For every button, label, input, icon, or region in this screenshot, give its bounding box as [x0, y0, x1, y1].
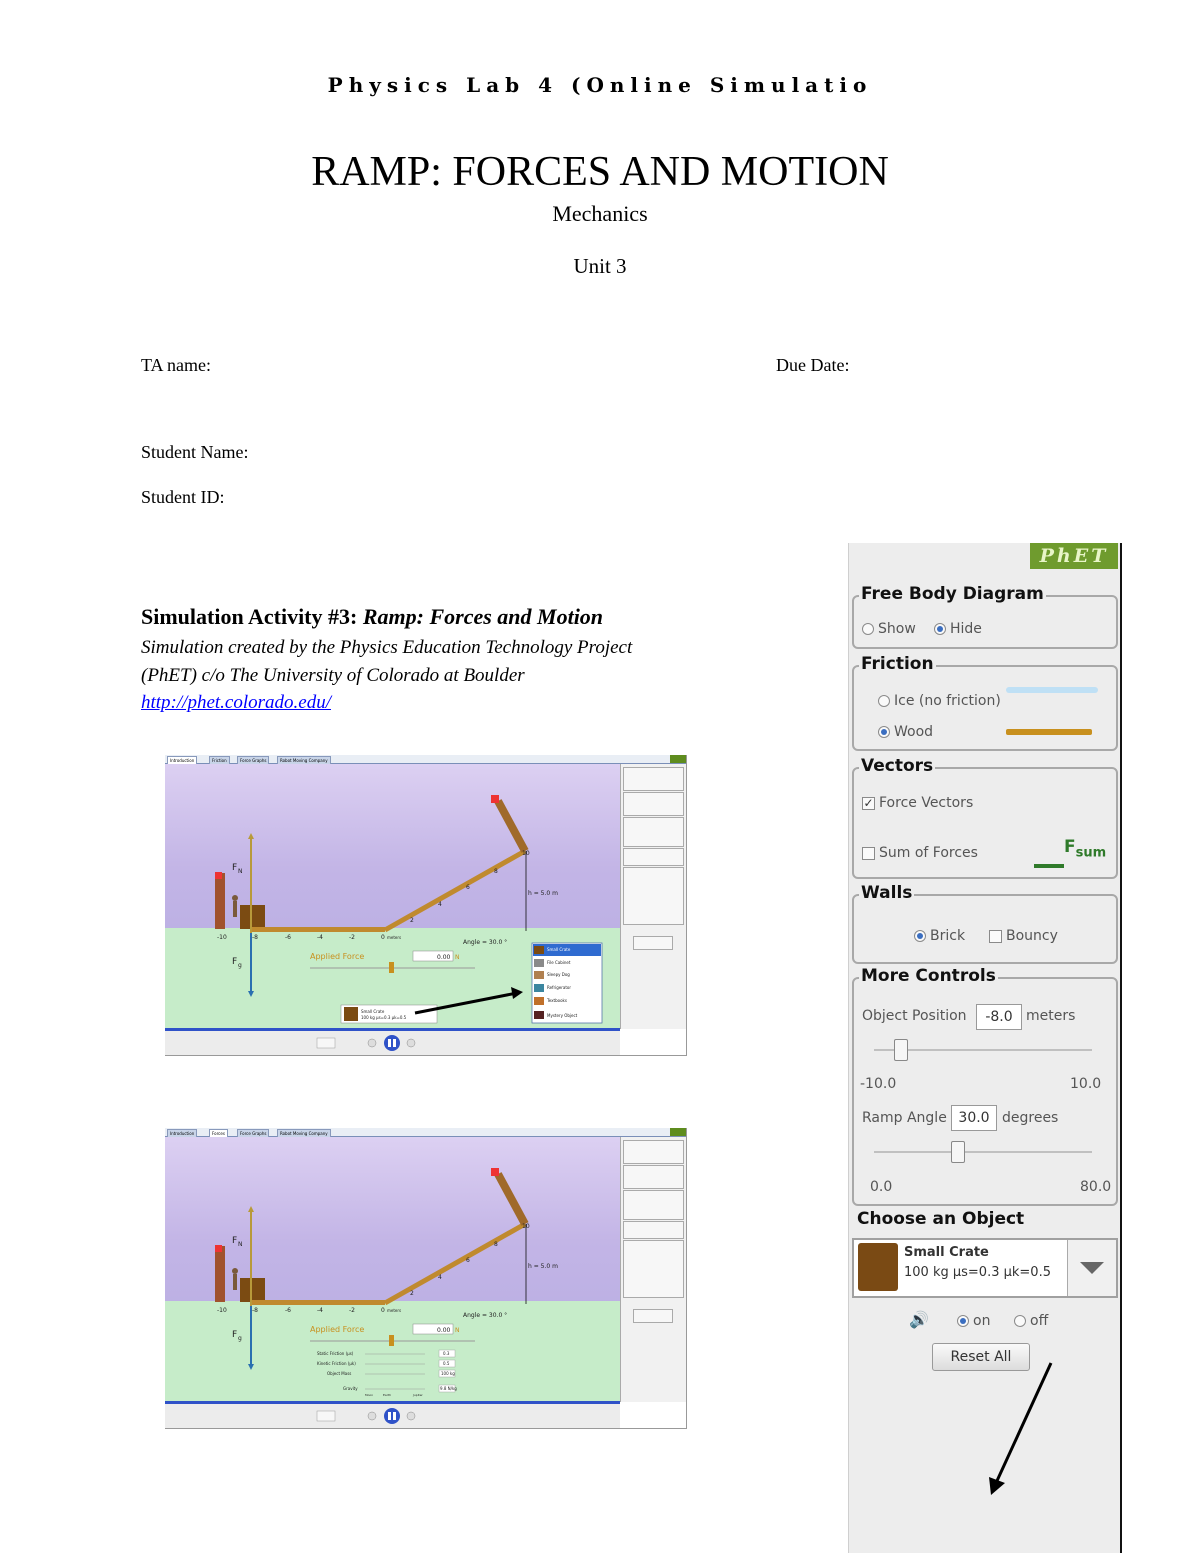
fsum-symbol: $F_{sum}$ [1064, 837, 1107, 861]
close-icon [215, 872, 222, 879]
ramp-angle-input[interactable]: 30.0 [951, 1105, 997, 1131]
slider-label: Static Friction (μs) [317, 1351, 354, 1356]
radio-selected-icon[interactable] [957, 1315, 969, 1327]
phet-logo: PhET [1030, 543, 1118, 569]
applied-force-thumb[interactable] [389, 1335, 394, 1346]
chevron-down-icon [1068, 1240, 1116, 1296]
reset-all-button[interactable]: Reset All [932, 1343, 1030, 1371]
group-title: Friction [861, 654, 934, 674]
sim-control-panel [620, 764, 686, 1029]
pause-icon[interactable] [384, 1408, 400, 1424]
brick-wall [215, 1246, 225, 1302]
slider-value: 0.5 [443, 1361, 450, 1366]
step-icon[interactable] [407, 1412, 415, 1420]
arrowhead-icon [248, 1364, 254, 1370]
crate [240, 1278, 265, 1302]
walls-group [852, 883, 1118, 964]
ramp-angle-unit: degrees [1002, 1110, 1059, 1126]
wood-swatch [1006, 729, 1092, 735]
group-title: Walls [861, 883, 913, 903]
ramp-flat [250, 927, 385, 932]
fbd-show-option[interactable] [862, 621, 916, 637]
document-subtitle: Mechanics [552, 201, 648, 226]
student-id-label: Student ID: [141, 487, 225, 507]
arrowhead-icon [511, 987, 523, 999]
axis-tick: -4 [317, 1307, 323, 1314]
phet-mini-logo [670, 755, 686, 763]
crate-icon [858, 1243, 898, 1291]
walls-brick-option[interactable] [914, 928, 965, 944]
dropdown-button[interactable] [1067, 1240, 1116, 1296]
ramp-tick: 8 [494, 868, 498, 875]
position-min-label: -10.0 [860, 1076, 897, 1092]
student-name-label: Student Name: [141, 442, 249, 462]
dropdown-item[interactable]: Sleepy Dog [547, 972, 570, 977]
fbd-hide-option[interactable] [934, 621, 982, 637]
option-label: Show [878, 621, 916, 637]
rewind-icon[interactable] [368, 1039, 376, 1047]
ramp-end-board [498, 801, 525, 851]
friction-ice-option[interactable] [878, 693, 1001, 709]
ramp-flat [250, 1300, 385, 1305]
refrigerator-icon [534, 984, 544, 992]
credit-line-2: (PhET) c/o The University of Colorado at Boulder [141, 665, 525, 686]
slider-value: 0.3 [443, 1351, 450, 1356]
checkbox-checked-icon[interactable]: ✓ [863, 795, 874, 810]
mini-reset-button[interactable] [633, 1309, 673, 1323]
object-name: Small Crate [904, 1245, 989, 1260]
step-icon[interactable] [407, 1039, 415, 1047]
slider-label: Gravity [343, 1386, 358, 1391]
object-position-input[interactable]: -8.0 [976, 1004, 1022, 1030]
applied-force-thumb[interactable] [389, 962, 394, 973]
applied-force-value: 0.00 [437, 1327, 451, 1334]
crate-detail: 100 kg μs=0.3 μk=0.5 [361, 1015, 407, 1020]
axis-tick: -10 [217, 934, 227, 941]
mini-group [623, 867, 684, 925]
axis-tick: -6 [285, 1307, 291, 1314]
object-position-thumb[interactable] [894, 1039, 908, 1061]
group-title: Vectors [861, 756, 934, 776]
sim-tab[interactable]: Robot Moving Company [277, 756, 331, 765]
option-label: Brick [930, 928, 966, 944]
applied-force-value: 0.00 [437, 954, 451, 961]
option-label: Wood [894, 724, 934, 740]
arrowhead-icon [248, 991, 254, 997]
close-icon [491, 795, 499, 803]
simulation-screenshot-2 [165, 1128, 687, 1429]
gravity-mark: Moon [365, 1393, 374, 1397]
friction-wood-option[interactable] [878, 724, 933, 740]
radio-selected-icon[interactable] [878, 726, 890, 738]
sim-tab[interactable]: Introduction [167, 1129, 197, 1138]
ramp-angle-thumb[interactable] [951, 1141, 965, 1163]
fsum-arrow-icon [1034, 864, 1064, 868]
control-panel-zoom [848, 543, 1122, 1553]
position-max-label: 10.0 [1070, 1076, 1102, 1092]
slider-label: Object Mass [327, 1371, 352, 1376]
sim-tab[interactable]: Force Graphs [237, 756, 269, 765]
speaker-icon: 🔊 [909, 1310, 929, 1329]
vectors-group [852, 756, 1118, 879]
sound-on-option[interactable] [957, 1313, 990, 1329]
fn-subscript: N [238, 868, 243, 875]
angle-label: Angle = 30.0 ° [463, 939, 508, 946]
slider-value: 100 kg [441, 1371, 455, 1376]
angle-min-label: 0.0 [870, 1179, 893, 1195]
dropdown-item[interactable]: Textbooks [547, 998, 567, 1003]
ramp-scene [165, 1128, 620, 1401]
close-icon [491, 1168, 499, 1176]
sim-control-panel [620, 1137, 686, 1402]
fg-label: F [232, 1330, 238, 1340]
option-label: on [973, 1313, 991, 1329]
ramp-scene [165, 755, 620, 1028]
crate-thumbnail [344, 1007, 358, 1021]
fn-subscript: N [238, 1241, 243, 1248]
crate [240, 905, 265, 929]
gravity-mark: Jupiter [413, 1393, 423, 1397]
more-controls-group [852, 966, 1118, 1206]
axis-tick: 0 [381, 934, 385, 941]
running-header: Physics Lab 4 (Online Simulatio [327, 73, 873, 97]
phet-mini-logo [670, 1128, 686, 1136]
sum-of-forces-option[interactable] [862, 845, 978, 861]
slider-value: 9.8 N/kg [440, 1386, 457, 1391]
mystery-icon [534, 1011, 544, 1019]
dropdown-item[interactable]: Small Crate [547, 947, 571, 952]
axis-tick: -2 [349, 934, 355, 941]
applied-force-unit: N [455, 954, 460, 961]
gravity-mark: Earth [383, 1393, 392, 1397]
dropdown-item[interactable]: Refrigerator [547, 985, 571, 990]
crate-icon [534, 946, 544, 954]
mini-reset-button[interactable] [633, 936, 673, 950]
arrowhead-icon [248, 1206, 254, 1212]
rewind-icon[interactable] [368, 1412, 376, 1420]
simulation-screenshot-1 [165, 755, 687, 1056]
ramp-incline [385, 851, 525, 930]
ramp-incline [385, 1224, 525, 1303]
mini-group [623, 767, 684, 791]
ramp-tick: 6 [466, 1257, 470, 1264]
fn-label: F [232, 863, 238, 873]
object-selector[interactable] [852, 1238, 1118, 1298]
axis-tick: -6 [285, 934, 291, 941]
dog-icon [534, 971, 544, 979]
checkbox-icon[interactable] [862, 847, 875, 860]
slider-label: Kinetic Friction (μk) [317, 1361, 356, 1366]
record-button[interactable] [317, 1411, 335, 1421]
object-position-label: Object Position [862, 1008, 967, 1024]
due-date-label: Due Date: [776, 355, 850, 375]
height-label: h = 5.0 m [528, 1263, 558, 1270]
sim-tab[interactable]: Friction [209, 756, 230, 765]
axis-unit: meters [387, 935, 402, 940]
mini-group [623, 848, 684, 866]
option-label: off [1030, 1313, 1049, 1329]
pause-bar [393, 1039, 396, 1047]
option-label: Force Vectors [879, 795, 974, 811]
height-label: h = 5.0 m [528, 890, 558, 897]
activity-title: Simulation Activity #3: Ramp: Forces and Motion [141, 604, 604, 629]
unit-label: Unit 3 [573, 254, 627, 278]
ramp-tick: 4 [438, 1274, 442, 1281]
walls-bouncy-option[interactable] [989, 928, 1058, 944]
person-figure [232, 895, 238, 901]
axis-unit: meters [387, 1308, 402, 1313]
books-icon [534, 997, 544, 1005]
ramp-tick: 6 [466, 884, 470, 891]
angle-label: Angle = 30.0 ° [463, 1312, 508, 1319]
sim-tab[interactable]: Forces [209, 1129, 228, 1138]
ramp-tick: 2 [410, 917, 414, 924]
applied-force-label: Applied Force [310, 952, 365, 961]
person-body [233, 901, 237, 917]
applied-force-unit: N [455, 1327, 460, 1334]
group-title: Free Body Diagram [861, 584, 1044, 604]
ice-swatch [1006, 687, 1098, 693]
sim-playback-bar [165, 1031, 620, 1055]
playback-controls [165, 1404, 620, 1428]
radio-selected-icon[interactable] [914, 930, 926, 942]
ramp-tick: 8 [494, 1241, 498, 1248]
radio-icon[interactable] [989, 930, 1002, 943]
mini-group [623, 1240, 684, 1298]
applied-force-label: Applied Force [310, 1325, 365, 1334]
phet-link[interactable]: http://phet.colorado.edu/ [141, 692, 331, 713]
mini-group [623, 1140, 684, 1164]
radio-icon[interactable] [878, 695, 890, 707]
pause-bar [388, 1412, 391, 1420]
radio-icon[interactable] [862, 623, 874, 635]
dropdown-item[interactable]: Mystery Object [547, 1013, 578, 1018]
angle-max-label: 80.0 [1080, 1179, 1112, 1195]
brick-wall [215, 873, 225, 929]
option-label: Hide [950, 621, 982, 637]
annotation-arrow [979, 1353, 1059, 1503]
radio-icon[interactable] [1014, 1315, 1026, 1327]
axis-tick: -4 [317, 934, 323, 941]
ramp-tick: 4 [438, 901, 442, 908]
annotation-arrow [415, 993, 517, 1013]
axis-tick: -10 [217, 1307, 227, 1314]
playback-controls [165, 1031, 620, 1055]
mini-group [623, 792, 684, 816]
crate-label: Small Crate [361, 1009, 385, 1014]
force-vectors-option[interactable] [862, 795, 973, 811]
mini-group [623, 1190, 684, 1220]
ramp-angle-slider[interactable] [874, 1151, 1092, 1153]
ramp-tick: 10 [522, 850, 530, 857]
pause-icon[interactable] [384, 1035, 400, 1051]
option-label: Bouncy [1006, 928, 1058, 944]
document-title: RAMP: FORCES AND MOTION [311, 149, 889, 195]
free-body-diagram-group [852, 584, 1118, 649]
sim-tab[interactable]: Force Graphs [237, 1129, 269, 1138]
ramp-tick: 10 [522, 1223, 530, 1230]
ramp-end-board [498, 1174, 525, 1224]
radio-selected-icon[interactable] [934, 623, 946, 635]
option-label: Sum of Forces [879, 845, 978, 861]
mini-group [623, 1221, 684, 1239]
object-position-unit: meters [1026, 1008, 1076, 1024]
person-body [233, 1274, 237, 1290]
cabinet-icon [534, 959, 544, 967]
object-detail: 100 kg μs=0.3 μk=0.5 [904, 1265, 1051, 1280]
ramp-angle-label: Ramp Angle [862, 1110, 947, 1126]
axis-tick: -8 [252, 1307, 258, 1314]
fg-label: F [232, 957, 238, 967]
sound-off-option[interactable] [1014, 1313, 1048, 1329]
mini-group [623, 1165, 684, 1189]
pause-bar [393, 1412, 396, 1420]
axis-tick: 0 [381, 1307, 385, 1314]
credit-line-1: Simulation created by the Physics Education Technology Project [141, 637, 633, 658]
option-label: Ice (no friction) [894, 693, 1001, 709]
fg-subscript: g [238, 1335, 242, 1342]
dropdown-item[interactable]: File Cabinet [547, 960, 571, 965]
fg-subscript: g [238, 962, 242, 969]
friction-group [852, 654, 1118, 751]
sim-tab[interactable]: Robot Moving Company [277, 1129, 331, 1138]
pause-bar [388, 1039, 391, 1047]
group-title: More Controls [861, 966, 996, 986]
record-button[interactable] [317, 1038, 335, 1048]
sim-playback-bar [165, 1404, 620, 1428]
axis-tick: -2 [349, 1307, 355, 1314]
close-icon [215, 1245, 222, 1252]
ta-name-label: TA name: [141, 355, 212, 375]
person-figure [232, 1268, 238, 1274]
mini-group [623, 817, 684, 847]
choose-object-title: Choose an Object [857, 1209, 1025, 1229]
ramp-tick: 2 [410, 1290, 414, 1297]
axis-tick: -8 [252, 934, 258, 941]
fn-label: F [232, 1236, 238, 1246]
sim-tab[interactable]: Introduction [167, 756, 197, 765]
arrowhead-icon [248, 833, 254, 839]
